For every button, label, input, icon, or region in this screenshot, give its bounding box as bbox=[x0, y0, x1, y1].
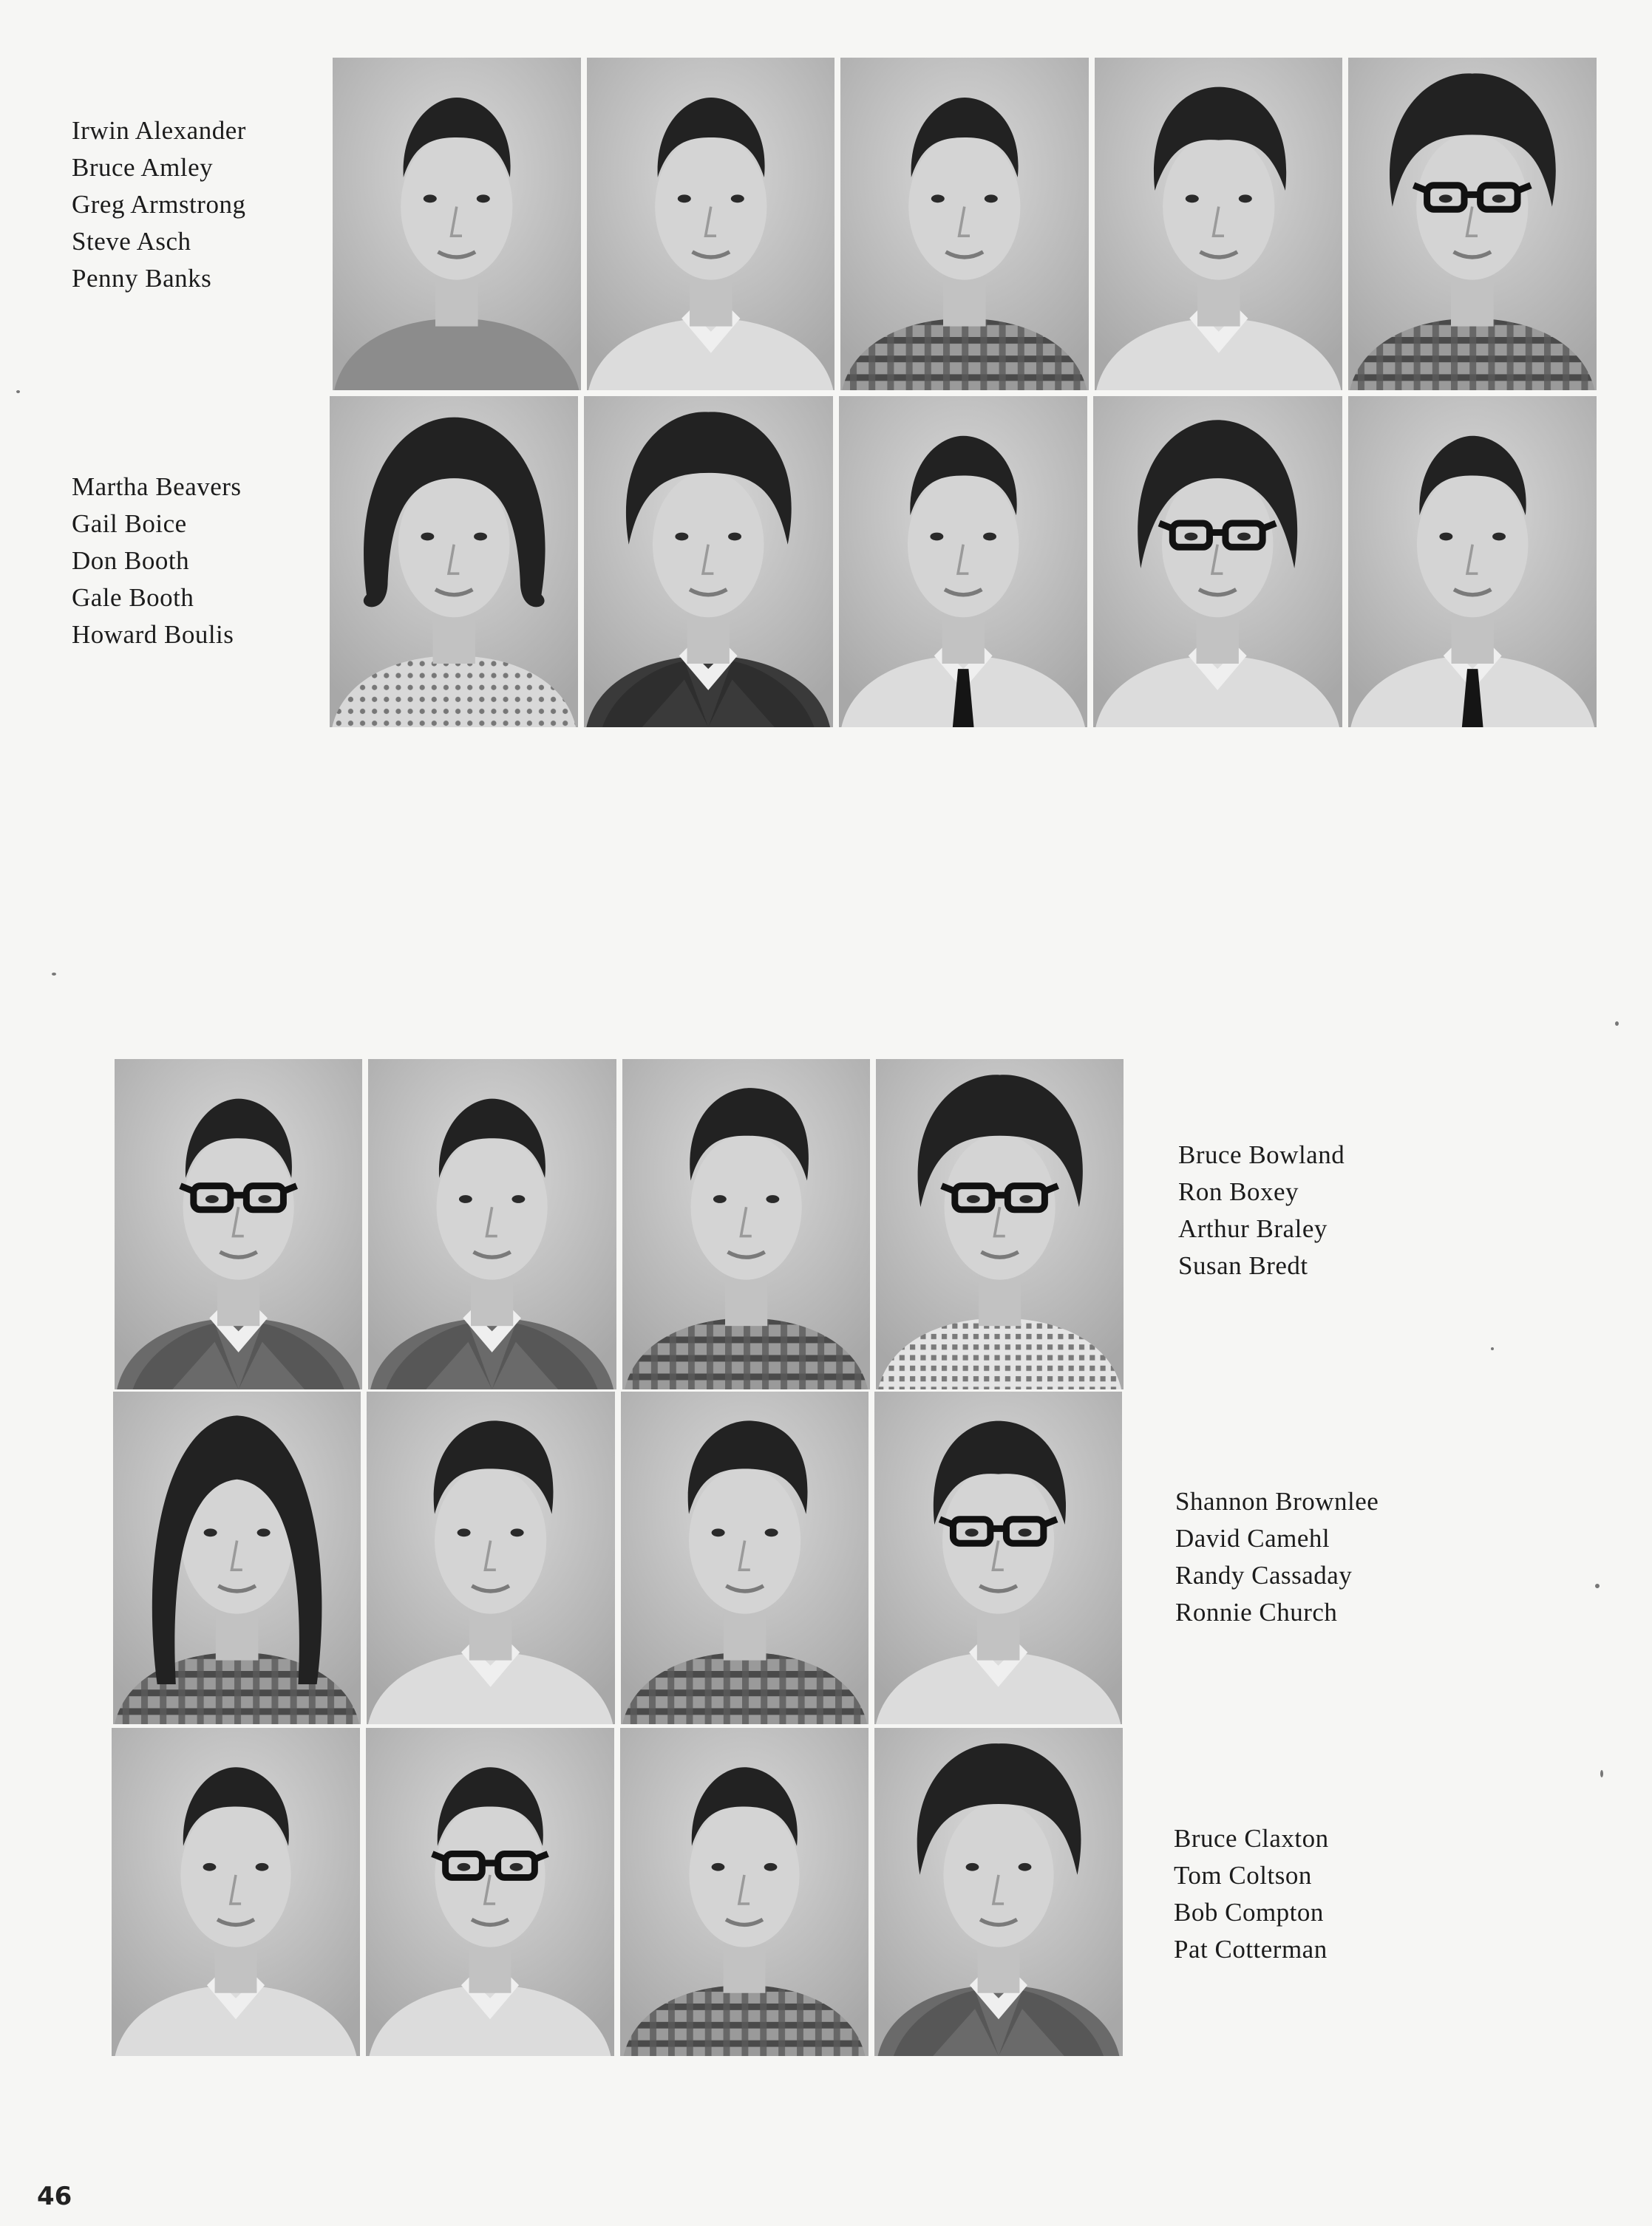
student-portrait bbox=[366, 1728, 614, 2056]
student-name: Bruce Claxton bbox=[1174, 1824, 1329, 1853]
student-portrait bbox=[620, 1728, 869, 2056]
student-portrait bbox=[1348, 396, 1597, 727]
portrait-row-group-2 bbox=[330, 396, 1597, 727]
scan-speck bbox=[1491, 1347, 1494, 1350]
student-name: Shannon Brownlee bbox=[1175, 1487, 1379, 1516]
student-portrait bbox=[1348, 58, 1597, 390]
scan-speck bbox=[1595, 1584, 1600, 1588]
student-portrait bbox=[584, 396, 832, 727]
student-portrait bbox=[839, 396, 1087, 727]
student-portrait bbox=[1095, 58, 1343, 390]
name-list-group-5 bbox=[1174, 1820, 1329, 1968]
student-name: Bruce Bowland bbox=[1178, 1140, 1345, 1169]
student-portrait bbox=[874, 1728, 1123, 2056]
student-name: Tom Coltson bbox=[1174, 1861, 1312, 1890]
student-name: Greg Armstrong bbox=[72, 190, 246, 219]
student-name: Martha Beavers bbox=[72, 472, 242, 501]
name-list-group-1 bbox=[72, 112, 246, 297]
student-portrait bbox=[367, 1392, 614, 1724]
student-portrait bbox=[874, 1392, 1122, 1724]
student-name: Pat Cotterman bbox=[1174, 1935, 1328, 1964]
student-name: Ronnie Church bbox=[1175, 1598, 1338, 1627]
student-portrait bbox=[112, 1728, 360, 2056]
student-portrait bbox=[333, 58, 581, 390]
student-name: Don Booth bbox=[72, 546, 190, 575]
scan-speck bbox=[1615, 1021, 1619, 1026]
student-name: Steve Asch bbox=[72, 227, 191, 256]
student-name: Arthur Braley bbox=[1178, 1214, 1328, 1243]
student-name: Gale Booth bbox=[72, 583, 194, 612]
portrait-row-group-3 bbox=[115, 1059, 1124, 1389]
name-list-group-4 bbox=[1175, 1483, 1379, 1631]
student-portrait bbox=[840, 58, 1089, 390]
student-portrait bbox=[876, 1059, 1124, 1389]
student-portrait bbox=[115, 1059, 362, 1389]
name-list-group-2 bbox=[72, 469, 242, 653]
student-portrait bbox=[622, 1059, 870, 1389]
student-portrait bbox=[621, 1392, 869, 1724]
student-portrait bbox=[113, 1392, 361, 1724]
portrait-row-group-4 bbox=[113, 1392, 1122, 1724]
scan-speck bbox=[52, 973, 56, 976]
student-name: Irwin Alexander bbox=[72, 116, 246, 145]
scan-speck bbox=[16, 390, 20, 393]
student-name: Susan Bredt bbox=[1178, 1251, 1308, 1280]
student-portrait bbox=[587, 58, 835, 390]
student-portrait bbox=[1093, 396, 1342, 727]
student-name: Randy Cassaday bbox=[1175, 1561, 1353, 1590]
student-name: Howard Boulis bbox=[72, 620, 234, 649]
page-number: 46 bbox=[37, 2182, 72, 2211]
student-name: Bruce Amley bbox=[72, 153, 214, 182]
student-portrait bbox=[368, 1059, 616, 1389]
name-list-group-3 bbox=[1178, 1137, 1345, 1284]
student-name: Gail Boice bbox=[72, 509, 187, 538]
student-name: Bob Compton bbox=[1174, 1898, 1324, 1927]
portrait-row-group-5 bbox=[112, 1728, 1123, 2056]
student-portrait bbox=[330, 396, 578, 727]
student-name: David Camehl bbox=[1175, 1524, 1330, 1553]
student-name: Penny Banks bbox=[72, 264, 212, 293]
scan-speck bbox=[1600, 1770, 1603, 1777]
portrait-row-group-1 bbox=[333, 58, 1597, 390]
student-name: Ron Boxey bbox=[1178, 1177, 1299, 1206]
